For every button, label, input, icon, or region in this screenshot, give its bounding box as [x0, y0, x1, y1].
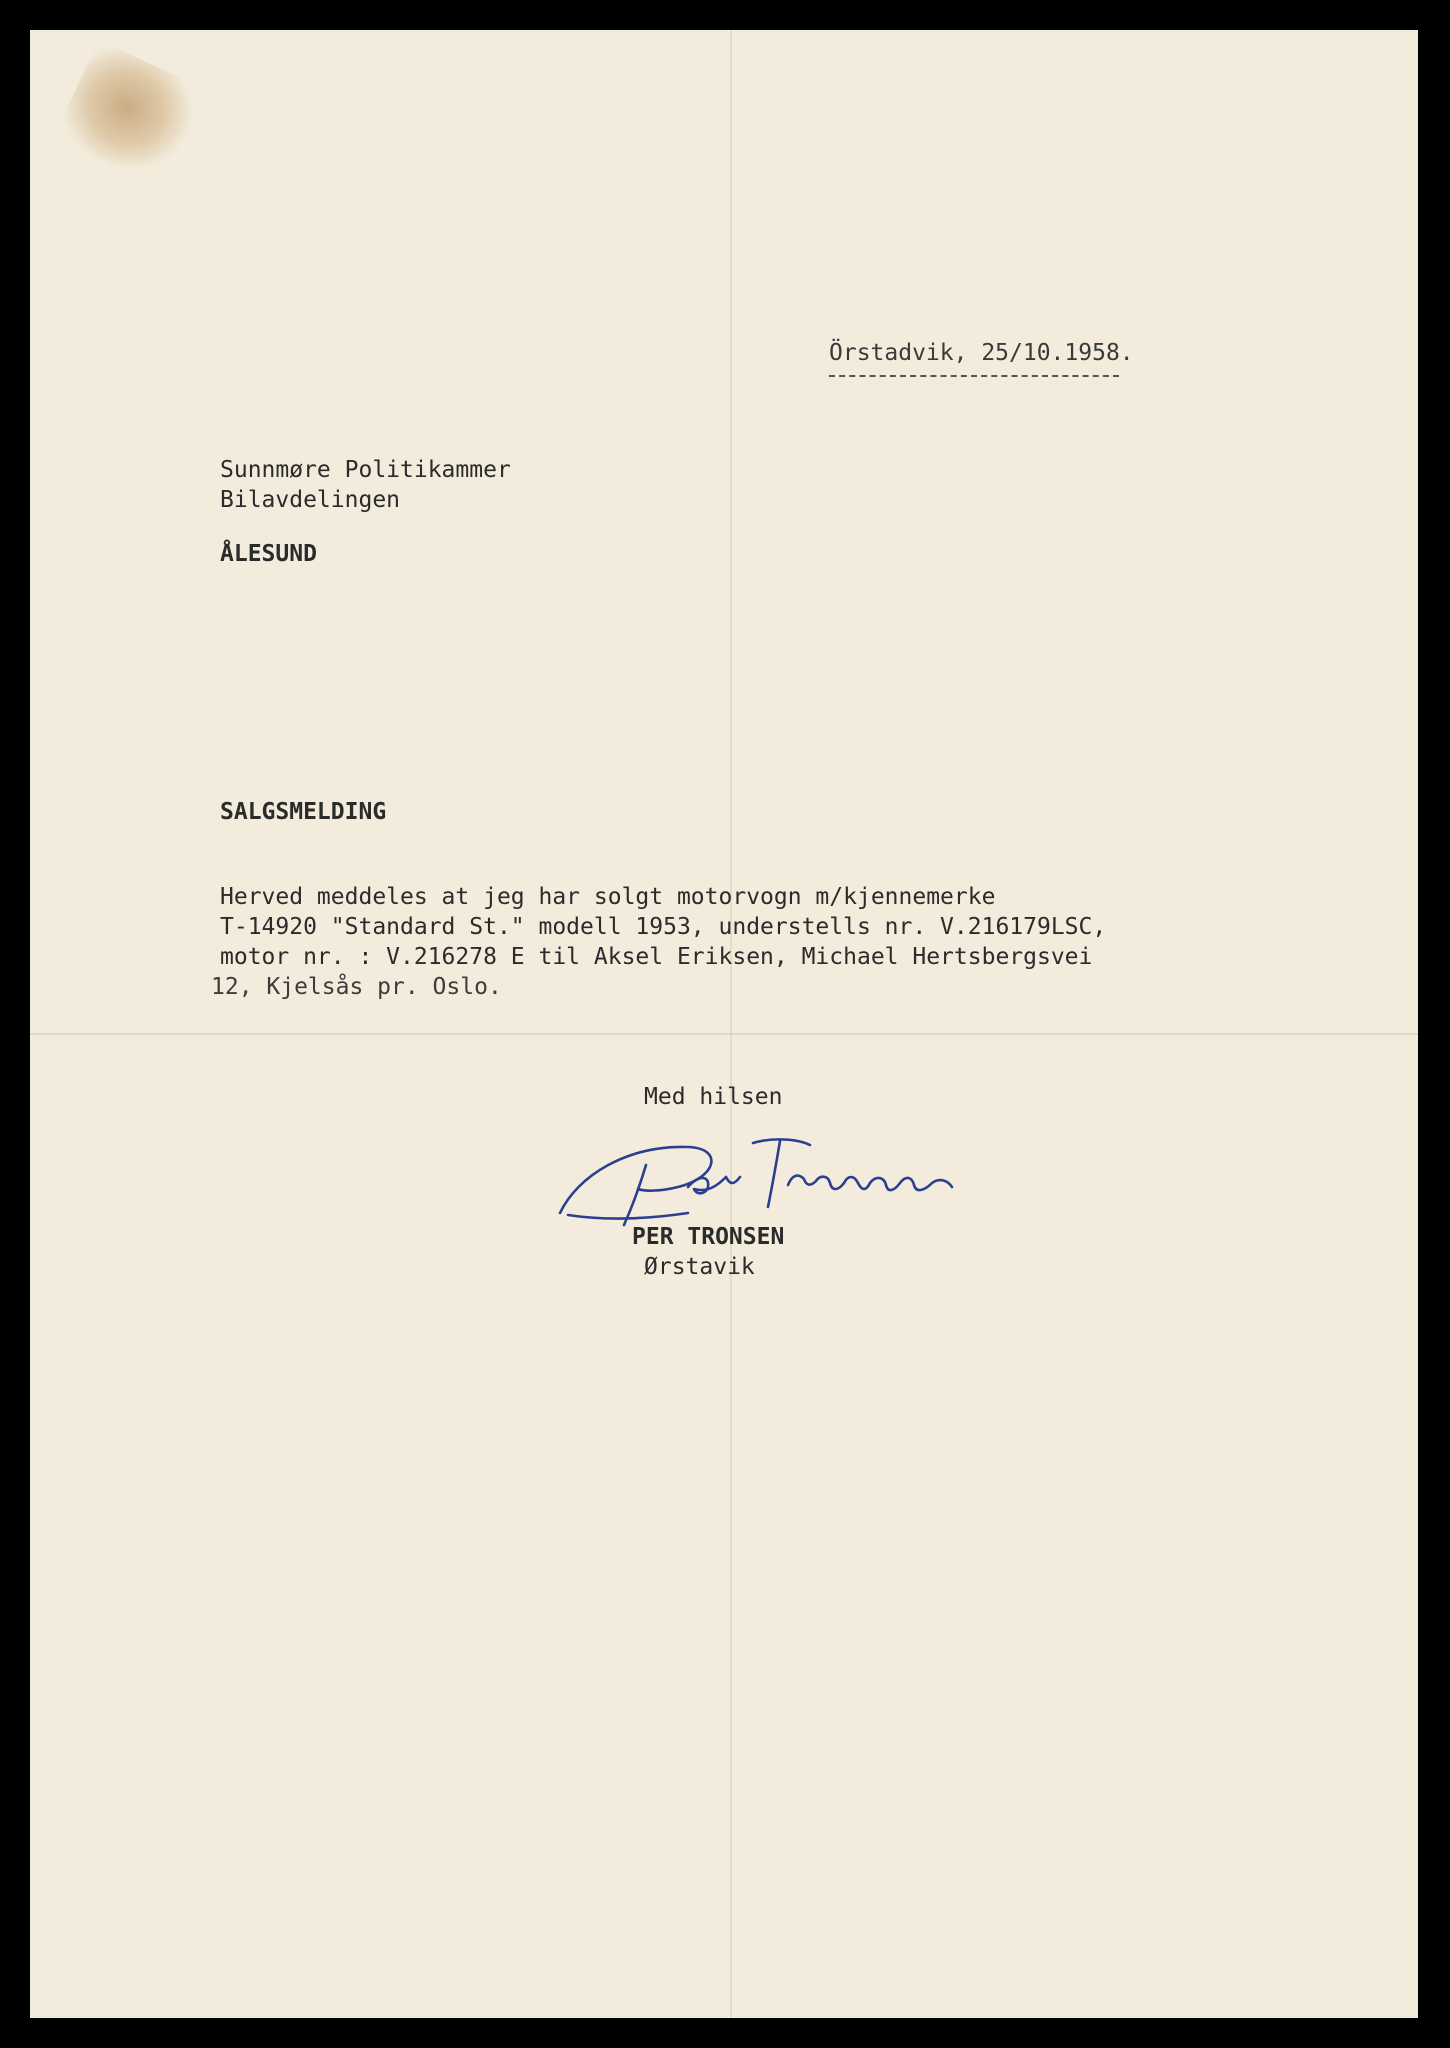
- letter-paper: [30, 30, 1418, 2018]
- letter-date: Örstadvik, 25/10.1958.: [829, 340, 1134, 366]
- fold-line-horizontal: [30, 1033, 1418, 1035]
- closing-salutation: Med hilsen: [644, 1084, 783, 1110]
- recipient-line-2: Bilavdelingen: [220, 487, 401, 513]
- sender-name: PER TRONSEN: [632, 1224, 785, 1250]
- body-line-4: 12, Kjelsås pr. Oslo.: [211, 974, 502, 1000]
- body-line-1: Herved meddeles at jeg har solgt motorvogn m/kjennemerke: [220, 884, 996, 910]
- handwritten-signature: [548, 1115, 968, 1235]
- letter-subject: SALGSMELDING: [220, 799, 387, 825]
- sender-place: Ørstavik: [644, 1254, 755, 1280]
- date-underline: [829, 375, 1119, 377]
- paper-stain: [52, 40, 207, 190]
- body-line-2: T-14920 "Standard St." modell 1953, understells nr. V.216179LSC,: [220, 914, 1107, 940]
- body-line-3: motor nr. : V.216278 E til Aksel Eriksen, Michael Hertsbergsvei: [220, 944, 1093, 970]
- fold-line-vertical: [730, 30, 732, 2018]
- recipient-line-1: Sunnmøre Politikammer: [220, 457, 511, 483]
- recipient-city: ÅLESUND: [220, 541, 317, 567]
